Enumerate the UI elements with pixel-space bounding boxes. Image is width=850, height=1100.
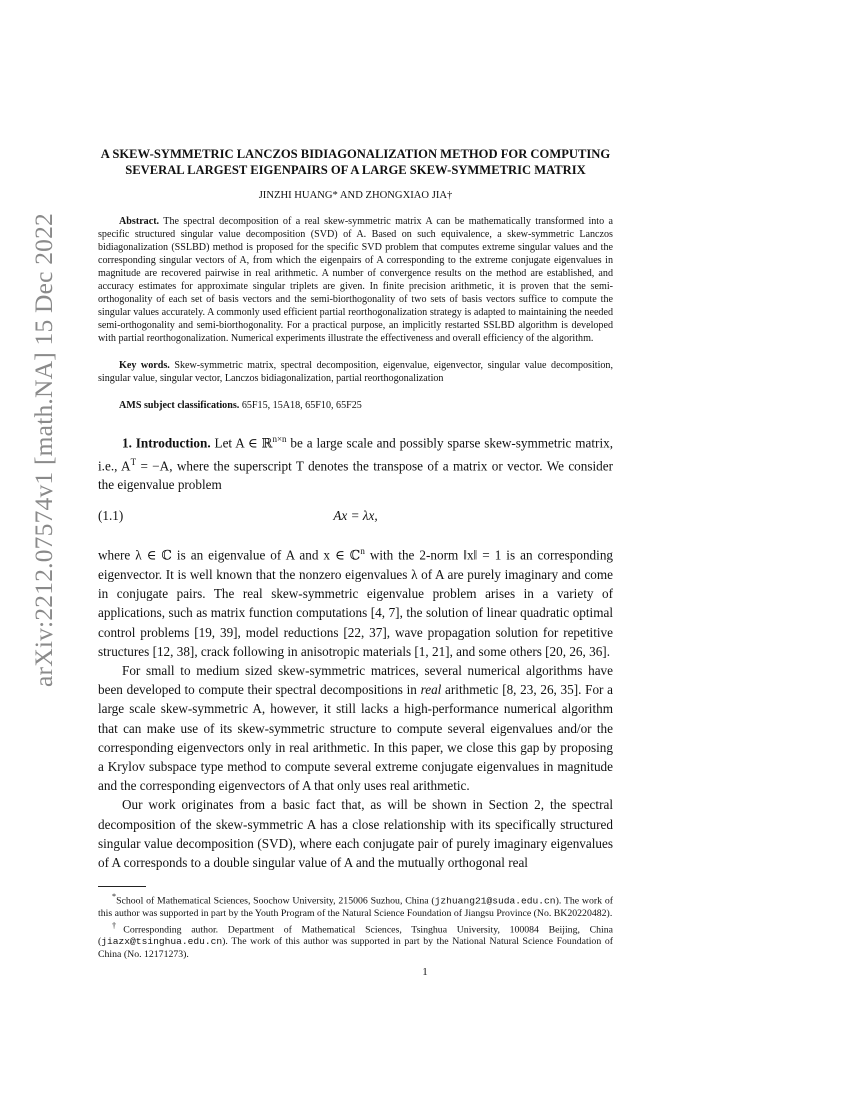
footnote-2-mark: † [112, 920, 124, 930]
intro-p2-text-a: where λ ∈ ℂ is an eigenvalue of A and x ∈ ℂ [98, 547, 361, 563]
footnote-1 [98, 891, 613, 920]
equation-1-1 [98, 506, 613, 528]
paper-authors: JINZHI HUANG* AND ZHONGXIAO JIA† [258, 190, 453, 201]
intro-p1-text-a: Let A ∈ ℝ [214, 435, 273, 451]
equation-body: Ax = λx, [333, 508, 378, 524]
abstract [98, 215, 613, 345]
section-heading: 1. Introduction. [122, 435, 211, 451]
intro-p2-sup: n [360, 546, 365, 557]
introduction-section [98, 430, 613, 872]
intro-p1-sup2: T [130, 456, 137, 467]
keywords-text: Skew-symmetric matrix, spectral decomposition, eigenvalue, eigenvector, singular value decomposition, singular value, singular vector, Lanczos bidiagonalization, partial reorthogonalization [98, 360, 613, 384]
intro-p3-italic-real: real [420, 682, 442, 698]
equation-label: (1.1) [98, 508, 124, 524]
intro-p3-text-a: For small to medium sized skew-symmetric matrices, several numerical algorithms have been developed to compute their spectral decompositions in [98, 663, 613, 698]
intro-p1-sup: n×n [272, 434, 287, 444]
footnote-rule [98, 886, 146, 887]
intro-p2-text-b: with the 2-norm ‖x‖ = 1 is an corresponding eigenvector. It is well known that the nonzero eigenvalues λ of A are purely imaginary and come in conjugate pairs. The real skew-symmetric eigenvalue problem arises in a variety of applications, such as matrix function computations [4, 7], the solution of linear quadratic optimal control problems [19, 39], model reductions [22, 37], wave propagation solution for repetitive structures [12, 38], crack following in anisotropic materials [1, 21], and some others [20, 26, 36]. [98, 547, 614, 659]
intro-paragraph-4: Our work originates from a basic fact that, as will be shown in Section 2, the spectral decomposition of the skew-symmetric A has a close relationship with its specifically structured singular value decomposition (SVD), where each conjugate pair of purely imaginary eigenvalues of A corresponds to a double singular value of A and the mutually orthogonal real [98, 797, 613, 871]
footnote-2 [98, 920, 613, 961]
ams-label: AMS subject classifications. [119, 400, 240, 411]
intro-paragraph-1 [98, 430, 613, 494]
footnote-1-text-b: ). The work of this author was supported in part by the Youth Program of the Natural Science Foundation of Jiangsu Province (No. BK20220482). [98, 895, 613, 919]
intro-p3-text-b: arithmetic [8, 23, 26, 35]. For a large scale skew-symmetric A, however, it still lacks a high-performance numerical algorithm that can make use of its skew-symmetric structure to compute several eigenvalues and/or the corresponding eigenvectors only in real arithmetic. In this paper, we close this gap by proposing a Krylov subspace type method to compute several extreme conjugate eigenvalues in magnitude and the corresponding eigenvectors of A that only uses real arithmetic. [98, 682, 614, 794]
intro-p1-text-b: be a large scale and possibly sparse skew-symmetric matrix, i.e., A [98, 435, 613, 473]
footnote-2-text-b: ). The work of this author was supported in part by the National Natural Science Foundation of China (No. 12171273). [98, 936, 613, 960]
footnote-1-mark: * [112, 892, 117, 902]
paper-page [98, 146, 613, 961]
arxiv-stamp-text: arXiv:2212.07574v1 [math.NA] 15 Dec 2022 [29, 213, 58, 687]
page-number: 1 [422, 966, 428, 978]
footnote-1-email[interactable]: jzhuang21@suda.edu.cn [434, 895, 556, 907]
keywords [98, 359, 613, 385]
footnote-1-text-a: School of Mathematical Sciences, Soochow University, 215006 Suzhou, China ( [116, 895, 435, 907]
ams-classifications [98, 399, 613, 412]
arxiv-margin-stamp [24, 213, 64, 687]
footnotes [98, 891, 613, 961]
footnote-2-text-a: Corresponding author. Department of Mathematical Sciences, Tsinghua University, 100084 Beijing, China ( [98, 924, 613, 948]
intro-p1-text-c: = −A, where the superscript T denotes the transpose of a matrix or vector. We consider the eigenvalue problem [98, 457, 613, 493]
ams-text: 65F15, 15A18, 65F10, 65F25 [241, 400, 362, 411]
intro-paragraph-2 [98, 542, 613, 661]
abstract-label: Abstract. [119, 216, 160, 227]
intro-paragraph-3 [98, 661, 613, 795]
keywords-label: Key words. [119, 360, 170, 371]
paper-title: A SKEW-SYMMETRIC LANCZOS BIDIAGONALIZATION METHOD FOR COMPUTING SEVERAL LARGEST EIGENPAIRS OF A LARGE SKEW-SYMMETRIC MATRIX [100, 147, 611, 177]
abstract-text: The spectral decomposition of a real skew-symmetric matrix A can be mathematically transformed into a specific structured singular value decomposition (SVD) of A. Based on such equivalence, a skew-symmetric Lanczos bidiagonalization (SSLBD) method is proposed for the specific SVD problem that computes extreme singular values and the corresponding singular vectors of A, from which the eigenpairs of A corresponding to the extreme conjugate eigenvalues in magnitude are recovered pairwise in real arithmetic. A number of convergence results on the method are established, and accuracy estimates for approximate singular triplets are given. In finite precision arithmetic, it is proven that the semi-orthogonality of each set of basis vectors and the semi-biorthogonality of two sets of basis vectors suffice to compute the singular values accurately. A commonly used efficient partial reorthogonalization strategy is adapted to maintaining the needed semi-orthogonality and semi-biorthogonality. For a practical purpose, an implicitly restarted SSLBD algorithm is developed with partial reorthogonalization. Numerical experiments illustrate the effectiveness and overall efficiency of the algorithm. [98, 216, 614, 344]
footnote-2-email[interactable]: jiazx@tsinghua.edu.cn [101, 936, 223, 948]
